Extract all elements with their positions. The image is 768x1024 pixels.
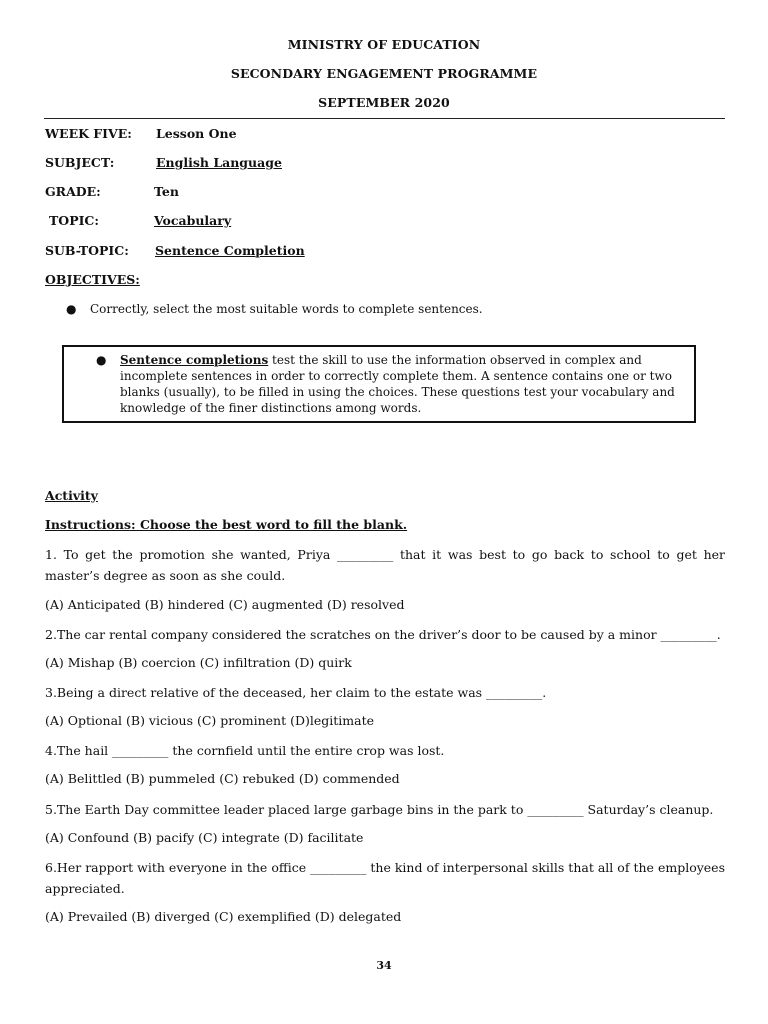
question-3: 3.Being a direct relative of the deceased, her claim to the estate was _________. bbox=[45, 685, 547, 700]
subject-label: SUBJECT: bbox=[45, 155, 115, 170]
question-4: 4.The hail _________ the cornfield until the entire crop was lost. bbox=[45, 743, 445, 758]
grade-label: GRADE: bbox=[45, 184, 101, 199]
definition-text: test the skill to use the information observed in complex and incomplete sentences in order to correctly complete them. A sentence contains one or two blanks (usually), to be filled in using the choices. These questions test your vocabulary and knowledge of the finer distinctions among words. bbox=[120, 353, 675, 415]
topic-label: TOPIC: bbox=[49, 213, 99, 228]
grade-value: Ten bbox=[154, 184, 179, 199]
instructions-text: Instructions: Choose the best word to fill the blank. bbox=[45, 517, 408, 532]
definition-term: Sentence completions bbox=[120, 353, 269, 367]
definition-paragraph bbox=[120, 352, 680, 416]
ministry-heading: MINISTRY OF EDUCATION bbox=[287, 37, 481, 52]
question-2-options: (A) Mishap (B) coercion (C) infiltration (D) quirk bbox=[45, 655, 352, 670]
topic-value: Vocabulary bbox=[154, 213, 232, 228]
question-1-options: (A) Anticipated (B) hindered (C) augmented (D) resolved bbox=[45, 597, 405, 612]
question-4-options: (A) Belittled (B) pummeled (C) rebuked (D) commended bbox=[45, 771, 400, 786]
subtopic-value: Sentence Completion bbox=[155, 243, 305, 258]
week-label: WEEK FIVE: bbox=[45, 126, 132, 141]
question-5: 5.The Earth Day committee leader placed large garbage bins in the park to _________ Saturday’s cleanup. bbox=[45, 802, 714, 817]
question-5-options: (A) Confound (B) pacify (C) integrate (D) facilitate bbox=[45, 830, 364, 845]
question-6: 6.Her rapport with everyone in the office _________ the kind of interpersonal skills that all of the employees appreciated. bbox=[45, 860, 725, 896]
subject-value: English Language bbox=[156, 155, 282, 170]
date-heading: SEPTEMBER 2020 bbox=[318, 95, 450, 110]
header-divider bbox=[44, 118, 725, 119]
objectives-heading: OBJECTIVES: bbox=[45, 272, 140, 287]
definition-box bbox=[62, 345, 696, 423]
question-3-options: (A) Optional (B) vicious (C) prominent (D)legitimate bbox=[45, 713, 375, 728]
question-1: 1. To get the promotion she wanted, Priya _________ that it was best to go back to school to get her master’s degree as soon as she could. bbox=[45, 547, 725, 583]
bullet-icon: ● bbox=[66, 302, 77, 316]
question-2: 2.The car rental company considered the scratches on the driver’s door to be caused by a minor _________. bbox=[45, 627, 721, 642]
activity-heading: Activity bbox=[45, 488, 98, 503]
page-number: 34 bbox=[376, 959, 392, 972]
objective-text: Correctly, select the most suitable words to complete sentences. bbox=[90, 302, 483, 316]
bullet-icon: ● bbox=[96, 353, 107, 367]
subtopic-label: SUB-TOPIC: bbox=[45, 243, 129, 258]
programme-heading: SECONDARY ENGAGEMENT PROGRAMME bbox=[230, 66, 538, 81]
question-6-options: (A) Prevailed (B) diverged (C) exemplified (D) delegated bbox=[45, 909, 402, 924]
week-value: Lesson One bbox=[156, 126, 237, 141]
